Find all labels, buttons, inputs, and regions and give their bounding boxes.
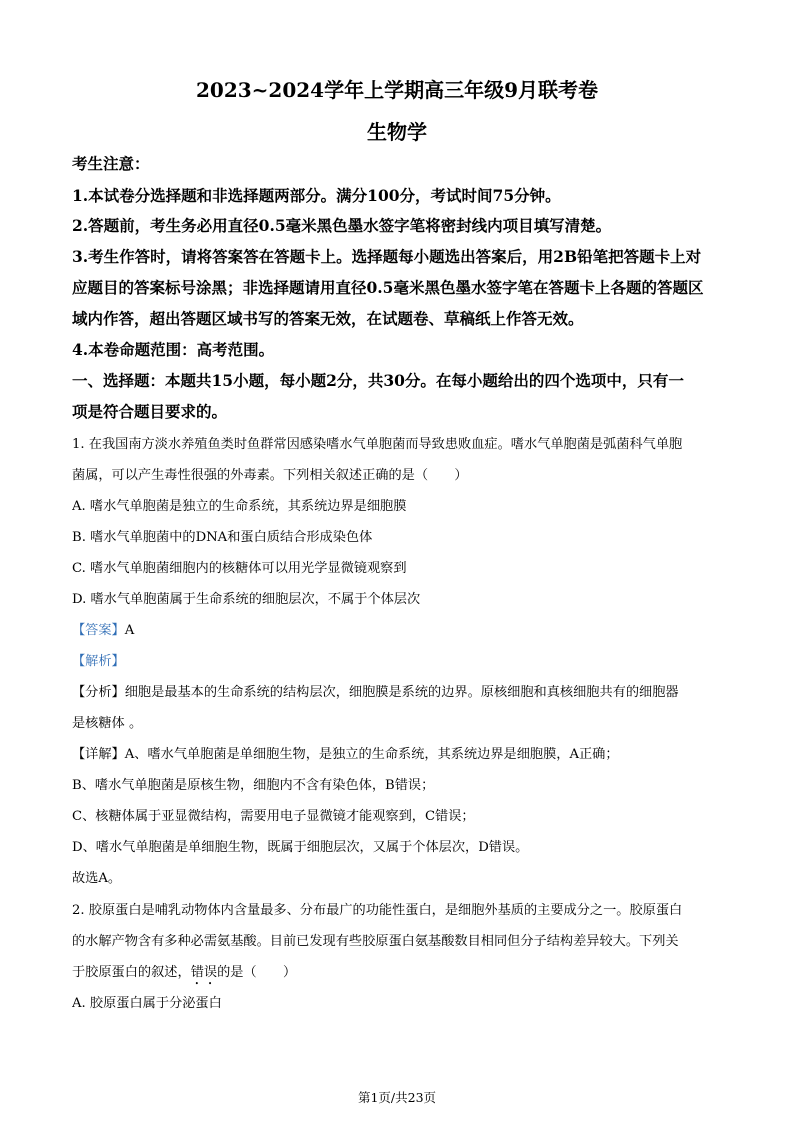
q1-xiangjie-d: D、嗜水气单胞菌是单细胞生物，既属于细胞层次，又属于个体层次，D错误。 [72, 840, 529, 855]
page-footer: 第1页/共23页 [357, 1090, 437, 1105]
q1-fenxi-cont: 是核糖体 。 [72, 716, 143, 731]
q1-analysis-tag [72, 650, 732, 669]
subject-title: 生物学 [367, 120, 427, 144]
q1-option-d: D. 嗜水气单胞菌属于生命系统的细胞层次，不属于个体层次 [72, 592, 421, 607]
analysis-tag: 【解析】 [72, 654, 125, 669]
fenxi-text: 细胞是最基本的生命系统的结构层次，细胞膜是系统的边界。原核细胞和真核细胞共有的细胞器 [124, 685, 679, 700]
xiangjie-tag: 【详解】 [72, 747, 125, 762]
q1-xiangjie-c: C、核糖体属于亚显微结构，需要用电子显微镜才能观察到，C错误； [72, 809, 475, 824]
section-heading-cont: 项是符合题目要求的。 [72, 402, 228, 421]
q1-option-b: B. 嗜水气单胞菌中的DNA和蛋白质结合形成染色体 [72, 530, 373, 545]
section-heading: 一、选择题：本题共15小题，每小题2分，共30分。在每小题给出的四个选项中，只有一 [72, 371, 684, 390]
q1-stem: 1. 在我国南方淡水养殖鱼类时鱼群常因感染嗜水气单胞菌而导致患败血症。嗜水气单胞菌是弧菌科气单胞 [72, 437, 683, 452]
q1-option-c: C. 嗜水气单胞菌细胞内的核糖体可以用光学显微镜观察到 [72, 561, 407, 576]
q2-stem-pre: 于胶原蛋白的叙述， [72, 965, 191, 980]
q1-conclusion: 故选A。 [72, 871, 122, 886]
notice-item: 1.本试卷分选择题和非选择题两部分。满分100分，考试时间75分钟。 [72, 186, 561, 205]
q1-option-a: A. 嗜水气单胞菌是独立的生命系统，其系统边界是细胞膜 [72, 499, 407, 514]
q2-stem-post: 的是（ ） [217, 965, 297, 980]
q2-stem-cont: 的水解产物含有多种必需氨基酸。目前已发现有些胶原蛋白氨基酸数目相同但分子结构差异较大。下列关 [72, 934, 679, 949]
q1-stem-cont: 菌属，可以产生毒性很强的外毒素。下列相关叙述正确的是（ ） [72, 468, 468, 483]
q1-xiangjie [72, 743, 732, 762]
q2-option-a: A. 胶原蛋白属于分泌蛋白 [72, 996, 222, 1011]
q1-xiangjie-b: B、嗜水气单胞菌是原核生物，细胞内不含有染色体，B错误； [72, 778, 435, 793]
notice-item: 2.答题前，考生务必用直径0.5毫米黑色墨水签字笔将密封线内项目填写清楚。 [72, 216, 612, 235]
answer-tag: 【答案】 [72, 623, 125, 638]
notice-item: 域内作答，超出答题区域书写的答案无效，在试题卷、草稿纸上作答无效。 [72, 309, 584, 328]
notice-heading: 考生注意： [72, 154, 150, 173]
fenxi-tag: 【分析】 [72, 685, 125, 700]
notice-item: 应题目的答案标号涂黑；非选择题请用直径0.5毫米黑色墨水签字笔在答题卡上各题的答题区 [72, 278, 704, 297]
q2-stem: 2. 胶原蛋白是哺乳动物体内含量最多、分布最广的功能性蛋白，是细胞外基质的主要成分之一。胶原蛋白 [72, 903, 683, 918]
exam-title: 2023~2024学年上学期高三年级9月联考卷 [195, 78, 598, 102]
q2-stem-cont2 [72, 961, 732, 988]
xiangjie-text: A、嗜水气单胞菌是单细胞生物，是独立的生命系统，其系统边界是细胞膜，A正确； [124, 747, 619, 762]
notice-item: 3.考生作答时，请将答案答在答题卡上。选择题每小题选出答案后，用2B铅笔把答题卡上对 [72, 247, 702, 266]
answer-value: A [124, 623, 135, 638]
q1-answer [72, 619, 732, 638]
notice-item: 4.本卷命题范围：高考范围。 [72, 340, 275, 359]
q2-emphasis: 错误 [190, 965, 218, 980]
q1-fenxi [72, 681, 732, 700]
